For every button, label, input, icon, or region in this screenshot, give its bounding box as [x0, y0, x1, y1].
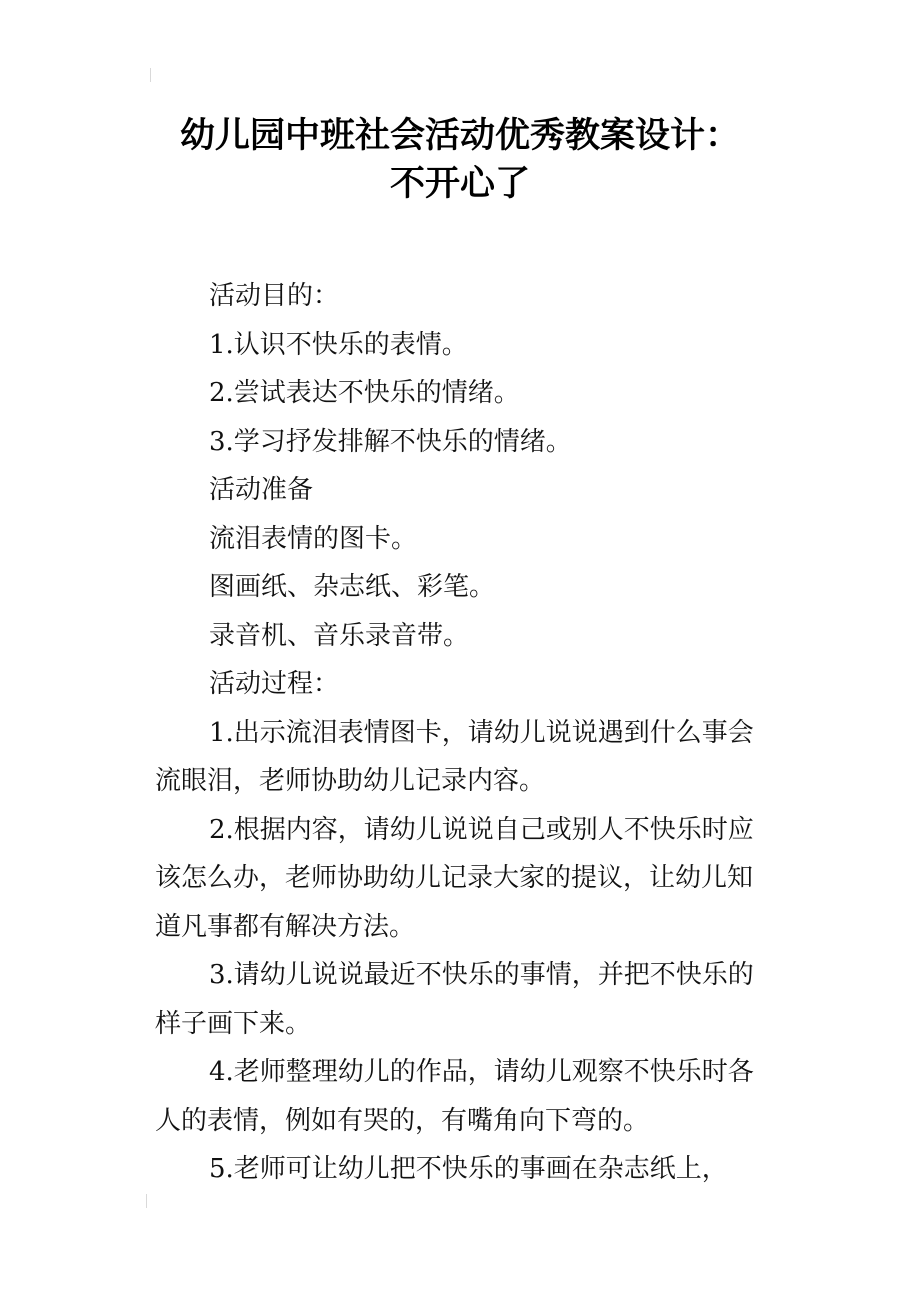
process-step: 1.出示流泪表情图卡，请幼儿说说遇到什么事会流眼泪，老师协助幼儿记录内容。 [155, 717, 754, 796]
page-corner-mark [146, 1194, 155, 1208]
section-heading-process: 活动过程： [209, 669, 340, 699]
objective-item: 1.认识不快乐的表情。 [209, 329, 468, 360]
objective-item: 2.尝试表达不快乐的情绪。 [209, 378, 520, 408]
document-title [0, 112, 920, 208]
process-step: 4.老师整理幼儿的作品，请幼儿观察不快乐时各人的表情，例如有哭的，有嘴角向下弯的。 [155, 1057, 754, 1136]
preparation-item: 图画纸、杂志纸、彩笔。 [209, 572, 496, 602]
process-step: 5.老师可让幼儿把不快乐的事画在杂志纸上， [209, 1154, 728, 1184]
section-heading-objectives: 活动目的： [209, 281, 340, 311]
document-body [155, 272, 775, 1194]
process-step: 3.请幼儿说说最近不快乐的事情，并把不快乐的样子画下来。 [155, 960, 754, 1039]
title-line-2: 不开心了 [389, 164, 530, 204]
preparation-item: 流泪表情的图卡。 [209, 523, 418, 554]
page-corner-mark [150, 68, 159, 82]
objective-item: 3.学习抒发排解不快乐的情绪。 [209, 426, 572, 457]
process-step: 2.根据内容，请幼儿说说自己或别人不快乐时应该怎么办，老师协助幼儿记录大家的提议，让幼儿知道凡事都有解决方法。 [155, 814, 754, 942]
section-heading-preparation: 活动准备 [209, 475, 314, 505]
preparation-item: 录音机、音乐录音带。 [209, 620, 470, 651]
title-line-1: 幼儿园中班社会活动优秀教案设计： [179, 116, 740, 156]
